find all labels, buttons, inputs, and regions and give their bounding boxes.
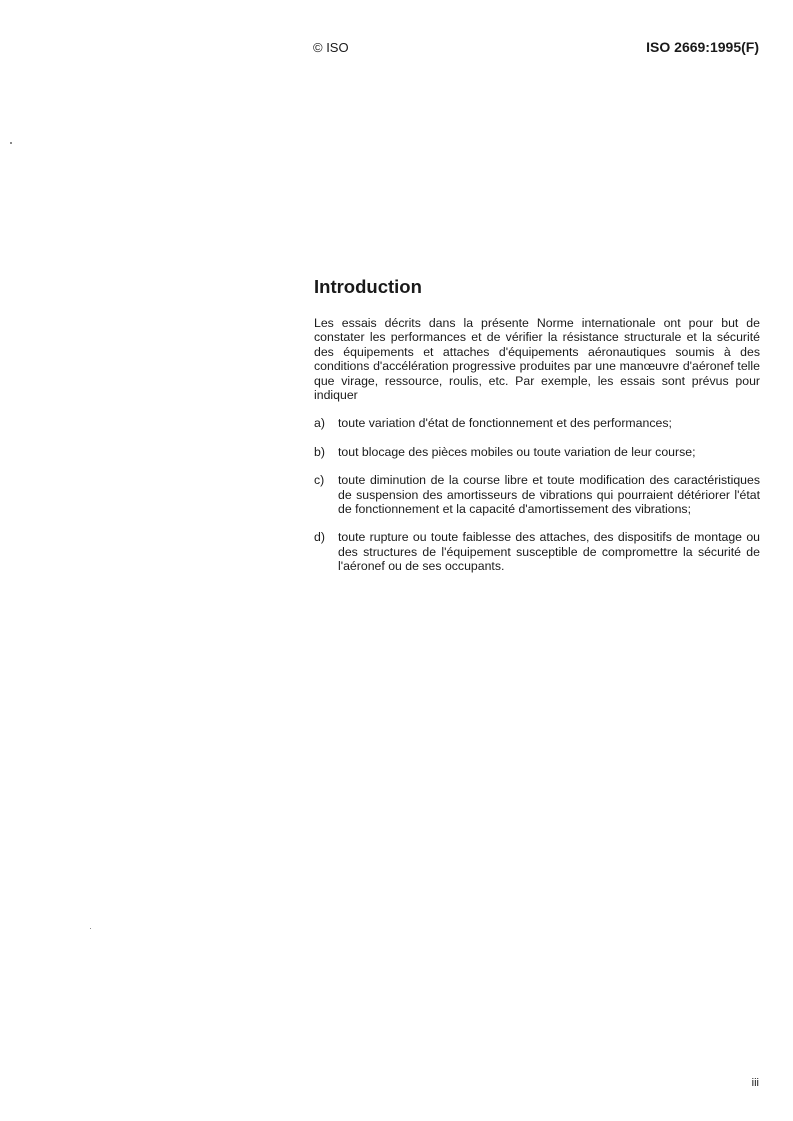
list-item	[314, 445, 760, 459]
test-purpose-list	[314, 416, 760, 573]
list-item-text: tout blocage des pièces mobiles ou toute variation de leur course;	[338, 444, 696, 459]
list-item-text: toute variation d'état de fonctionnement et des performances;	[338, 416, 672, 431]
list-item-label: c)	[314, 473, 325, 488]
list-item-label: d)	[314, 530, 325, 545]
scan-speck	[10, 142, 12, 144]
list-item-label: a)	[314, 416, 325, 431]
section-body	[314, 316, 760, 574]
list-item-text: toute rupture ou toute faiblesse des attaches, des dispositifs de montage ou des structures de l'équipement susceptible de compromettre la sécurité de l'aéronef ou de ses occupants.	[338, 530, 760, 574]
list-item	[314, 473, 760, 516]
scan-speck	[90, 928, 91, 929]
page-number: iii	[751, 1077, 759, 1089]
list-item-label: b)	[314, 444, 325, 459]
document-identifier: ISO 2669:1995(F)	[646, 39, 759, 55]
list-item	[314, 416, 760, 430]
list-item	[314, 530, 760, 573]
intro-paragraph: Les essais décrits dans la présente Norme internationale ont pour but de constater les performances et de vérifier la résistance structurale et la sécurité des équipements et attaches d'équipements aéronautiques soumis à des conditions d'accélération progressive produites par une manœuvre d'aéronef telle que virage, ressource, roulis, etc. Par exemple, les essais sont prévus pour indiquer	[314, 316, 760, 403]
copyright-notice: © ISO	[313, 40, 349, 55]
section-title: Introduction	[314, 276, 422, 297]
list-item-text: toute diminution de la course libre et toute modification des caractéristiques de suspension des amortisseurs de vibrations qui pourraient détériorer l'état de fonctionnement et la capacité d'amortissement des vibrations;	[338, 473, 760, 517]
